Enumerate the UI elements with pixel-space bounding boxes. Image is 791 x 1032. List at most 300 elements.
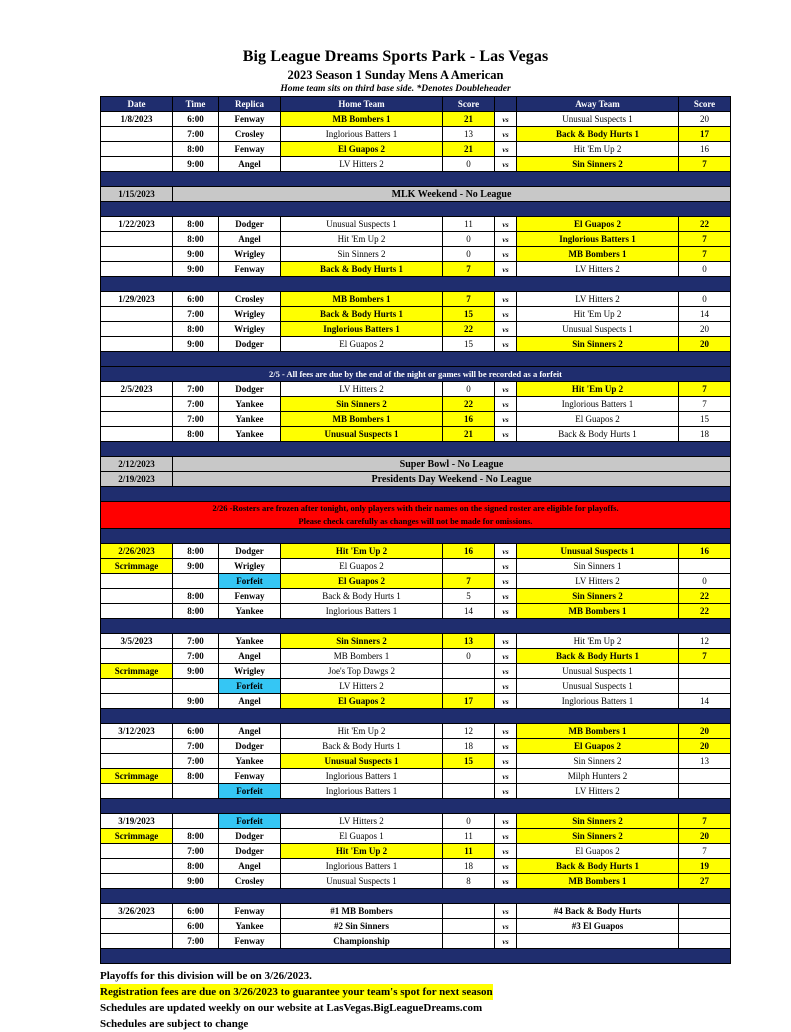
cell-vs-label: vs [495,754,517,769]
cell-replica: Yankee [219,397,281,412]
cell-time: 7:00 [173,307,219,322]
cell-home-team: Inglorious Batters 1 [281,604,443,619]
table-row[interactable] [101,127,731,142]
table-row[interactable] [101,157,731,172]
cell-home-team: Inglorious Batters 1 [281,784,443,799]
cell-home-score: 22 [443,322,495,337]
table-row[interactable] [101,412,731,427]
cell-away-score: 22 [679,217,731,232]
cell-home-score: 11 [443,844,495,859]
cell-home-score: 15 [443,754,495,769]
cell-home-score: 11 [443,217,495,232]
cell-home-team: Sin Sinners 2 [281,634,443,649]
cell-date: 2/5/2023 [101,382,173,397]
cell-away-score: 7 [679,844,731,859]
cell-date [101,754,173,769]
footer-line-website: Schedules are updated weekly on our website at LasVegas.BigLeagueDreams.com [100,1002,483,1014]
cell-time [173,679,219,694]
cell-vs-label: vs [495,292,517,307]
cell-vs-label: vs [495,142,517,157]
table-row[interactable] [101,679,731,694]
cell-away-team: Inglorious Batters 1 [517,694,679,709]
cell-replica: Fenway [219,589,281,604]
cell-home-score: 13 [443,634,495,649]
cell-replica: Fenway [219,904,281,919]
cell-home-score: 15 [443,307,495,322]
table-row[interactable] [101,247,731,262]
cell-home-score: 16 [443,412,495,427]
cell-time: 7:00 [173,754,219,769]
cell-date [101,784,173,799]
cell-home-score: 21 [443,112,495,127]
table-row[interactable] [101,559,731,574]
cell-away-team: Unusual Suspects 1 [517,664,679,679]
cell-replica: Dodger [219,829,281,844]
cell-time: 7:00 [173,934,219,949]
navy-separator [101,202,731,217]
cell-away-score: 7 [679,382,731,397]
navy-separator [101,487,731,502]
no-league-row [101,472,731,487]
cell-time: 7:00 [173,844,219,859]
cell-time: 8:00 [173,859,219,874]
cell-home-score [443,934,495,949]
cell-vs-label: vs [495,844,517,859]
cell-vs-label: vs [495,664,517,679]
cell-away-team: Sin Sinners 2 [517,157,679,172]
cell-date: Scrimmage [101,829,173,844]
cell-home-score: 0 [443,649,495,664]
cell-replica: Dodger [219,382,281,397]
no-league-message: MLK Weekend - No League [173,187,731,202]
navy-separator [101,709,731,724]
cell-away-score: 20 [679,112,731,127]
cell-home-team: #1 MB Bombers [281,904,443,919]
cell-away-team: El Guapos 2 [517,739,679,754]
cell-home-team: MB Bombers 1 [281,112,443,127]
cell-home-team: Inglorious Batters 1 [281,322,443,337]
cell-away-score: 19 [679,859,731,874]
footer-line-subject: Schedules are subject to change [100,1018,249,1030]
cell-vs-label: vs [495,337,517,352]
cell-date [101,649,173,664]
table-row[interactable] [101,634,731,649]
cell-replica: Yankee [219,634,281,649]
cell-home-team: LV Hitters 2 [281,679,443,694]
cell-away-team: El Guapos 2 [517,844,679,859]
cell-vs-label: vs [495,427,517,442]
cell-vs-label: vs [495,322,517,337]
navy-separator [101,889,731,904]
table-row[interactable] [101,397,731,412]
cell-away-score: 20 [679,829,731,844]
cell-time: 9:00 [173,247,219,262]
cell-away-team: LV Hitters 2 [517,574,679,589]
cell-date [101,337,173,352]
table-row[interactable] [101,754,731,769]
cell-replica: Forfeit [219,574,281,589]
cell-time: 9:00 [173,337,219,352]
cell-away-score: 20 [679,739,731,754]
cell-time: 6:00 [173,112,219,127]
cell-date: 2/12/2023 [101,457,173,472]
cell-replica: Wrigley [219,559,281,574]
cell-time: 7:00 [173,382,219,397]
table-row[interactable] [101,649,731,664]
cell-date [101,142,173,157]
table-row[interactable] [101,859,731,874]
cell-time: 6:00 [173,919,219,934]
cell-date [101,322,173,337]
table-row[interactable] [101,322,731,337]
cell-away-score [679,769,731,784]
cell-home-team: Sin Sinners 2 [281,247,443,262]
cell-home-team: LV Hitters 2 [281,814,443,829]
table-row[interactable] [101,292,731,307]
cell-vs-label: vs [495,127,517,142]
table-row[interactable] [101,769,731,784]
navy-separator-cell [101,172,731,187]
column-header-date: Date [101,97,173,112]
no-league-message: Presidents Day Weekend - No League [173,472,731,487]
cell-date [101,859,173,874]
table-row[interactable] [101,589,731,604]
cell-home-team: MB Bombers 1 [281,412,443,427]
cell-away-score: 0 [679,574,731,589]
cell-date [101,262,173,277]
roster-alert-line-1: 2/26 -Rosters are frozen after tonight, only players with their names on the signed roster are eligible for playoffs. [212,503,619,513]
cell-date: 1/22/2023 [101,217,173,232]
cell-time: 7:00 [173,649,219,664]
cell-away-team: Sin Sinners 2 [517,337,679,352]
navy-separator-cell [101,709,731,724]
cell-home-team: Sin Sinners 2 [281,397,443,412]
table-row[interactable] [101,814,731,829]
cell-away-team: Unusual Suspects 1 [517,322,679,337]
cell-time: 6:00 [173,904,219,919]
cell-replica: Fenway [219,934,281,949]
cell-replica: Yankee [219,427,281,442]
cell-replica: Dodger [219,217,281,232]
cell-time: 7:00 [173,412,219,427]
cell-replica: Fenway [219,112,281,127]
cell-date [101,157,173,172]
table-row[interactable] [101,784,731,799]
table-row[interactable] [101,904,731,919]
table-row[interactable] [101,574,731,589]
column-header-home-team: Home Team [281,97,443,112]
table-row[interactable] [101,829,731,844]
cell-time: 8:00 [173,604,219,619]
table-row[interactable] [101,427,731,442]
cell-away-score [679,784,731,799]
cell-home-score: 0 [443,382,495,397]
cell-home-team: MB Bombers 1 [281,292,443,307]
cell-home-team: Back & Body Hurts 1 [281,262,443,277]
cell-away-score: 14 [679,307,731,322]
cell-replica: Fenway [219,142,281,157]
cell-away-team: Hit 'Em Up 2 [517,307,679,322]
column-header-away-team: Away Team [517,97,679,112]
cell-away-score: 18 [679,427,731,442]
cell-home-score [443,919,495,934]
cell-home-score [443,784,495,799]
cell-home-score: 0 [443,814,495,829]
cell-away-team: Back & Body Hurts 1 [517,649,679,664]
cell-date [101,934,173,949]
cell-time: 7:00 [173,127,219,142]
table-row[interactable] [101,874,731,889]
cell-vs-label: vs [495,157,517,172]
cell-replica: Fenway [219,769,281,784]
cell-away-score: 7 [679,157,731,172]
cell-time: 8:00 [173,427,219,442]
table-row[interactable] [101,919,731,934]
cell-vs-label: vs [495,784,517,799]
cell-away-score: 14 [679,694,731,709]
cell-home-score: 16 [443,544,495,559]
cell-home-score [443,664,495,679]
cell-vs-label: vs [495,544,517,559]
cell-away-team: Milph Hunters 2 [517,769,679,784]
table-row[interactable] [101,604,731,619]
cell-away-team: Sin Sinners 2 [517,814,679,829]
cell-replica: Yankee [219,412,281,427]
cell-vs-label: vs [495,307,517,322]
footer-line-registration: Registration fees are due on 3/26/2023 to guarantee your team's spot for next season [100,986,493,998]
cell-away-score: 17 [679,127,731,142]
cell-home-team: Inglorious Batters 1 [281,769,443,784]
cell-home-team: Inglorious Batters 1 [281,859,443,874]
table-row[interactable] [101,262,731,277]
cell-time: 9:00 [173,262,219,277]
cell-away-team: Back & Body Hurts 1 [517,859,679,874]
cell-home-team: Hit 'Em Up 2 [281,844,443,859]
cell-home-team: LV Hitters 2 [281,382,443,397]
cell-vs-label: vs [495,904,517,919]
cell-home-score: 11 [443,829,495,844]
cell-home-team: Unusual Suspects 1 [281,427,443,442]
table-row[interactable] [101,307,731,322]
navy-separator-cell [101,277,731,292]
cell-away-score: 13 [679,754,731,769]
cell-home-team: Unusual Suspects 1 [281,754,443,769]
page-subtitle: 2023 Season 1 Sunday Mens A American [287,68,504,82]
navy-separator-cell [101,202,731,217]
table-row[interactable] [101,844,731,859]
table-row[interactable] [101,934,731,949]
cell-away-score [679,934,731,949]
cell-away-score: 7 [679,247,731,262]
cell-date [101,679,173,694]
footer-line-playoffs: Playoffs for this division will be on 3/26/2023. [100,970,312,982]
cell-away-team: MB Bombers 1 [517,247,679,262]
no-league-message: Super Bowl - No League [173,457,731,472]
cell-home-score: 7 [443,262,495,277]
cell-away-team: LV Hitters 2 [517,262,679,277]
cell-time: 9:00 [173,694,219,709]
cell-home-score [443,904,495,919]
cell-home-score: 0 [443,157,495,172]
schedule-table [100,96,731,964]
cell-replica: Forfeit [219,784,281,799]
table-row[interactable] [101,142,731,157]
cell-date [101,874,173,889]
cell-home-score: 0 [443,232,495,247]
cell-replica: Dodger [219,337,281,352]
cell-away-score: 22 [679,589,731,604]
cell-replica: Dodger [219,739,281,754]
cell-replica: Angel [219,232,281,247]
cell-home-team: El Guapos 2 [281,142,443,157]
cell-away-score: 16 [679,544,731,559]
cell-replica: Dodger [219,544,281,559]
cell-vs-label: vs [495,604,517,619]
cell-away-score: 15 [679,412,731,427]
cell-home-score: 18 [443,859,495,874]
cell-replica: Angel [219,649,281,664]
cell-home-team: LV Hitters 2 [281,157,443,172]
cell-vs-label: vs [495,412,517,427]
cell-away-team: Hit 'Em Up 2 [517,142,679,157]
cell-away-score: 7 [679,232,731,247]
cell-time: 7:00 [173,739,219,754]
table-row[interactable] [101,544,731,559]
cell-away-score: 22 [679,604,731,619]
navy-separator [101,352,731,367]
table-row[interactable] [101,694,731,709]
navy-separator-cell [101,799,731,814]
cell-home-team: El Guapos 1 [281,829,443,844]
table-row[interactable] [101,382,731,397]
cell-time: 9:00 [173,157,219,172]
cell-home-score: 0 [443,247,495,262]
navy-separator [101,172,731,187]
cell-vs-label: vs [495,859,517,874]
cell-vs-label: vs [495,247,517,262]
cell-home-team: Championship [281,934,443,949]
cell-away-team: Unusual Suspects 1 [517,112,679,127]
cell-away-score: 20 [679,337,731,352]
table-row[interactable] [101,337,731,352]
table-row[interactable] [101,232,731,247]
cell-home-score: 18 [443,739,495,754]
cell-time: 8:00 [173,589,219,604]
cell-date [101,694,173,709]
cell-away-team: Sin Sinners 1 [517,559,679,574]
table-row[interactable] [101,664,731,679]
cell-date [101,397,173,412]
navy-separator-cell [101,889,731,904]
cell-date: Scrimmage [101,664,173,679]
cell-time: 9:00 [173,664,219,679]
table-row[interactable] [101,739,731,754]
cell-home-score: 15 [443,337,495,352]
cell-vs-label: vs [495,934,517,949]
column-header-time: Time [173,97,219,112]
cell-away-team: Hit 'Em Up 2 [517,634,679,649]
cell-home-team: Back & Body Hurts 1 [281,589,443,604]
table-row[interactable] [101,724,731,739]
cell-home-team: Hit 'Em Up 2 [281,724,443,739]
roster-alert-message [101,502,731,529]
cell-time: 7:00 [173,397,219,412]
navy-separator [101,619,731,634]
cell-vs-label: vs [495,397,517,412]
cell-date: 3/26/2023 [101,904,173,919]
cell-date [101,127,173,142]
cell-date: 2/26/2023 [101,544,173,559]
cell-vs-label: vs [495,724,517,739]
cell-home-team: Joe's Top Dawgs 2 [281,664,443,679]
cell-replica: Wrigley [219,322,281,337]
cell-replica: Yankee [219,604,281,619]
cell-time [173,574,219,589]
cell-away-score: 7 [679,397,731,412]
cell-replica: Angel [219,694,281,709]
cell-away-score: 0 [679,262,731,277]
navy-separator-cell [101,442,731,457]
cell-vs-label: vs [495,589,517,604]
cell-away-team: LV Hitters 2 [517,784,679,799]
cell-away-team: LV Hitters 2 [517,292,679,307]
cell-away-score: 20 [679,322,731,337]
cell-date: Scrimmage [101,559,173,574]
table-row[interactable] [101,112,731,127]
cell-replica: Forfeit [219,679,281,694]
cell-date: 1/15/2023 [101,187,173,202]
navy-separator-cell [101,352,731,367]
cell-date [101,589,173,604]
cell-date [101,412,173,427]
no-league-row [101,187,731,202]
cell-vs-label: vs [495,649,517,664]
cell-away-team: El Guapos 2 [517,412,679,427]
cell-vs-label: vs [495,814,517,829]
cell-vs-label: vs [495,694,517,709]
cell-away-team: El Guapos 2 [517,217,679,232]
cell-home-score [443,769,495,784]
cell-away-team [517,934,679,949]
navy-separator-cell [101,487,731,502]
cell-home-team: El Guapos 2 [281,559,443,574]
cell-date [101,232,173,247]
cell-date [101,739,173,754]
cell-date [101,919,173,934]
cell-away-team: MB Bombers 1 [517,874,679,889]
cell-replica: Angel [219,724,281,739]
cell-vs-label: vs [495,634,517,649]
cell-away-team: Sin Sinners 2 [517,754,679,769]
cell-away-team: Sin Sinners 2 [517,589,679,604]
cell-home-team: El Guapos 2 [281,337,443,352]
cell-away-team: Back & Body Hurts 1 [517,127,679,142]
cell-home-score [443,559,495,574]
cell-date [101,604,173,619]
cell-replica: Yankee [219,754,281,769]
cell-away-team: Unusual Suspects 1 [517,679,679,694]
cell-vs-label: vs [495,739,517,754]
cell-away-team: Sin Sinners 2 [517,829,679,844]
navy-separator-cell [101,529,731,544]
cell-vs-label: vs [495,874,517,889]
cell-replica: Wrigley [219,307,281,322]
table-row[interactable] [101,217,731,232]
no-league-row [101,457,731,472]
cell-time: 8:00 [173,142,219,157]
cell-vs-label: vs [495,574,517,589]
page-title: Big League Dreams Sports Park - Las Vegas [242,48,549,65]
